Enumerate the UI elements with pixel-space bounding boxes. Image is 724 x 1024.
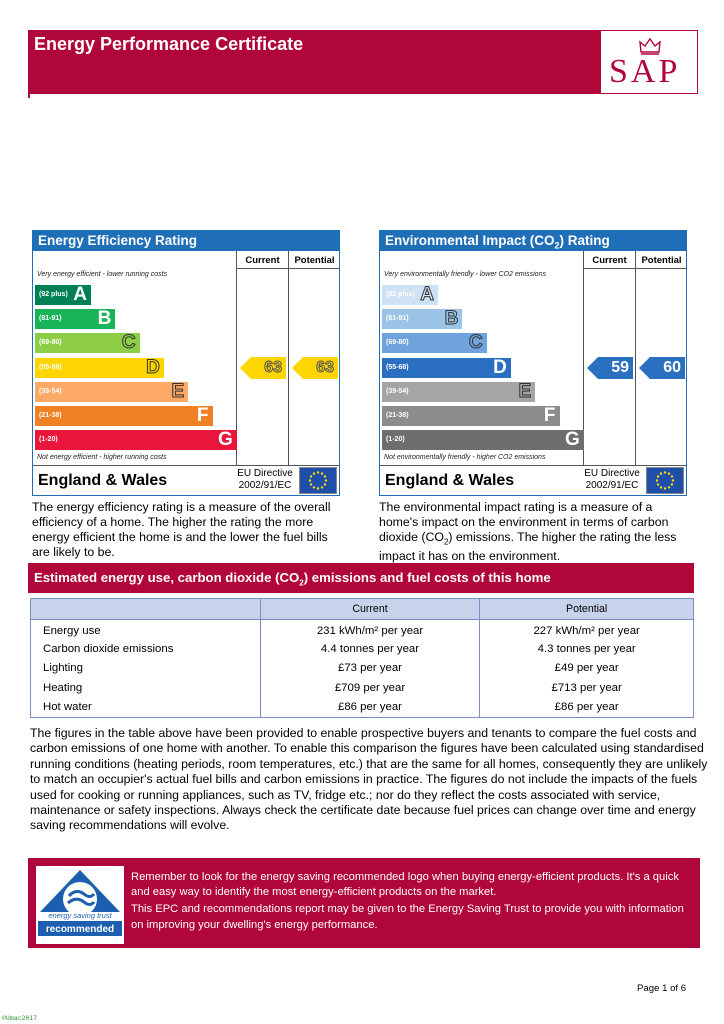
- band-letter: A: [420, 284, 434, 305]
- potential-rating-value: 60: [663, 358, 681, 376]
- row-potential: £86 per year: [480, 698, 694, 718]
- rating-band-c: [382, 333, 487, 353]
- environmental-impact-title: [380, 231, 686, 251]
- current-column-header: Current: [236, 251, 288, 269]
- eu-directive: [234, 468, 296, 492]
- table-row: [31, 659, 694, 679]
- row-potential: £713 per year: [480, 678, 694, 698]
- est-title-sub: 2: [299, 578, 304, 588]
- band-letter: C: [468, 332, 483, 354]
- estimated-energy-title: [28, 563, 694, 593]
- current-rating-arrow: [240, 357, 286, 379]
- efficiency-footer: [33, 465, 339, 495]
- eu-star: [671, 475, 673, 477]
- band-range: (21-38): [39, 412, 62, 419]
- potential-column-header: Potential: [288, 251, 340, 269]
- eu-star: [672, 479, 674, 481]
- table-header-potential: Potential: [480, 599, 694, 620]
- band-range: (55-68): [39, 363, 62, 371]
- rating-band-g: [382, 430, 584, 450]
- band-range: (21-38): [386, 412, 409, 419]
- eu-directive-line1: EU Directive: [237, 468, 293, 479]
- certificate-header: [28, 30, 698, 94]
- env-title-text: Environmental Impact (CO: [385, 233, 555, 248]
- eu-star: [310, 475, 312, 477]
- row-current: £86 per year: [260, 698, 480, 718]
- region-label: England & Wales: [385, 472, 515, 489]
- rating-band-f: [382, 406, 560, 426]
- energy-efficiency-title: Energy Efficiency Rating: [33, 231, 339, 251]
- table-row: [31, 698, 694, 718]
- eu-star: [310, 483, 312, 485]
- est-title-text-end: ) emissions and fuel costs of this home: [303, 570, 551, 585]
- current-rating-arrow: [587, 357, 633, 379]
- current-rating-value: 59: [611, 358, 629, 376]
- eu-star: [660, 486, 662, 488]
- band-letter: A: [73, 284, 87, 305]
- eu-star: [671, 483, 673, 485]
- eu-star: [660, 472, 662, 474]
- eu-star: [324, 475, 326, 477]
- table-header-row: [31, 599, 694, 620]
- rating-band-b: [382, 309, 462, 329]
- efficiency-note-top: Very energy efficient - lower running costs: [37, 271, 168, 278]
- est-title-text: Estimated energy use, carbon dioxide (CO: [34, 570, 300, 585]
- row-label: Hot water: [31, 698, 261, 718]
- table-row: [31, 620, 694, 640]
- eu-star: [313, 472, 315, 474]
- rating-band-e: [35, 382, 188, 402]
- env-desc-text: The environmental impact rating is a measure of a home's impact on the environment in terms of carbon dioxide (CO: [379, 500, 669, 544]
- band-letter: D: [493, 356, 507, 378]
- band-range: (81-91): [39, 315, 62, 323]
- table-row: [31, 639, 694, 659]
- band-letter: D: [146, 356, 160, 378]
- eu-star: [668, 472, 670, 474]
- band-letter: B: [444, 308, 459, 330]
- rating-band-d: [382, 358, 511, 378]
- eu-star: [321, 472, 323, 474]
- environmental-band-area: [380, 251, 583, 465]
- energy-saving-trust-box: [28, 858, 700, 948]
- eu-star: [324, 483, 326, 485]
- eu-star: [317, 471, 319, 473]
- row-current: 4.4 tonnes per year: [260, 639, 480, 659]
- row-label: Carbon dioxide emissions: [31, 639, 261, 659]
- header-notch: [28, 94, 30, 98]
- logo-ring-text: energy saving trust: [48, 911, 112, 920]
- band-letter: F: [196, 405, 209, 426]
- environmental-description: [379, 500, 691, 564]
- band-letter: G: [565, 429, 580, 451]
- sap-logo: [600, 30, 698, 94]
- rating-band-a: [35, 285, 91, 305]
- table-header-current: Current: [260, 599, 480, 620]
- band-range: (81-91): [386, 315, 409, 323]
- efficiency-band-area: [33, 251, 236, 465]
- eu-star: [325, 479, 327, 481]
- band-range: (92 plus): [39, 291, 68, 298]
- row-potential: £49 per year: [480, 659, 694, 679]
- row-label: Energy use: [31, 620, 261, 640]
- eu-star: [321, 486, 323, 488]
- band-letter: F: [543, 405, 556, 426]
- band-range: (39-54): [386, 387, 409, 395]
- rating-band-d: [35, 358, 164, 378]
- page-number: Page 1 of 6: [637, 983, 687, 994]
- row-label: Lighting: [31, 659, 261, 679]
- potential-rating-arrow: [639, 357, 685, 379]
- band-letter: C: [121, 332, 136, 354]
- page-title: Energy Performance Certificate: [34, 34, 304, 54]
- band-letter: E: [171, 380, 185, 402]
- band-range: (69-80): [386, 339, 409, 347]
- fuel-costs-footnote: The figures in the table above have been provided to enable prospective buyers and tenants to compare the fuel costs and carbon emissions of one home with another. To enable this comparison the figures have been calculated using standardised running conditions (heating periods, room temperatures, etc.) that are the same for all homes, consequently they are unlikely to match an occupier's actual fuel bills and carbon emissions in practice. The figures do not include the impacts of the fuels used for cooking or running appliances, such as TV, fridge etc.; nor do they reflect the costs associated with service, maintenance or safety inspections. Always check the certificate date because fuel prices can change over time and energy saving recommendations will evolve.: [30, 726, 708, 833]
- band-range: (39-54): [39, 387, 62, 395]
- row-current: 231 kWh/m² per year: [260, 620, 480, 640]
- band-range: (1-20): [39, 436, 58, 444]
- efficiency-note-bottom: Not energy efficient - higher running costs: [37, 454, 167, 461]
- table-row: [31, 678, 694, 698]
- eu-star: [657, 483, 659, 485]
- energy-saving-trust-text: [131, 870, 686, 933]
- eu-star: [664, 487, 666, 489]
- potential-column: [288, 269, 289, 465]
- row-current: £709 per year: [260, 678, 480, 698]
- rating-band-f: [35, 406, 213, 426]
- energy-efficiency-panel: [32, 230, 340, 496]
- potential-column: [635, 269, 636, 465]
- eu-star: [656, 479, 658, 481]
- estimated-energy-table: [30, 598, 694, 718]
- saving-trust-text-1: Remember to look for the energy saving recommended logo when buying energy-efficient products. It's a quick and easy way to identify the most energy-efficient products on the market.: [131, 871, 679, 899]
- eu-directive-line2: 2002/91/EC: [585, 480, 639, 491]
- table-header-blank: [31, 599, 261, 620]
- rating-band-a: [382, 285, 438, 305]
- current-column-header: Current: [583, 251, 635, 269]
- logo-badge-text: recommended: [45, 924, 115, 935]
- sap-logo-text: SAP: [609, 53, 681, 90]
- eu-star: [668, 486, 670, 488]
- copyright-stamp: ©Umac2017: [2, 1014, 38, 1022]
- potential-rating-value: 63: [316, 358, 334, 376]
- eu-star: [309, 479, 311, 481]
- eu-directive-line2: 2002/91/EC: [238, 480, 292, 491]
- env-title-text-end: ) Rating: [559, 233, 610, 248]
- efficiency-description: The energy efficiency rating is a measure of the overall efficiency of a home. The higher the rating the more energy efficient the home is and the lower the fuel bills are likely to be.: [32, 500, 331, 559]
- band-letter: G: [218, 429, 233, 451]
- eu-flag-icon: [299, 467, 337, 494]
- current-rating-value: 63: [264, 358, 282, 376]
- env-title-sub: 2: [554, 240, 560, 251]
- potential-rating-arrow: [292, 357, 338, 379]
- row-potential: 227 kWh/m² per year: [480, 620, 694, 640]
- saving-trust-text-2: This EPC and recommendations report may be given to the Energy Saving Trust to provide you with information on improving your dwelling's energy performance.: [131, 903, 684, 931]
- environmental-note-bottom: Not environmentally friendly - higher CO2 emissions: [384, 454, 546, 461]
- environmental-footer: [380, 465, 686, 495]
- eu-directive: [581, 468, 643, 492]
- potential-column-header: Potential: [635, 251, 687, 269]
- band-letter: B: [97, 308, 112, 330]
- eu-star: [657, 475, 659, 477]
- eu-star: [317, 487, 319, 489]
- eu-directive-line1: EU Directive: [584, 468, 640, 479]
- band-range: (1-20): [386, 436, 405, 444]
- band-range: (55-68): [386, 363, 409, 371]
- eu-star: [664, 471, 666, 473]
- rating-band-c: [35, 333, 140, 353]
- environmental-note-top: Very environmentally friendly - lower CO2 emissions: [384, 271, 546, 278]
- row-current: £73 per year: [260, 659, 480, 679]
- band-range: (92 plus): [386, 291, 415, 298]
- region-label: England & Wales: [38, 472, 168, 489]
- band-letter: E: [518, 380, 532, 402]
- eu-star: [313, 486, 315, 488]
- row-potential: 4.3 tonnes per year: [480, 639, 694, 659]
- row-label: Heating: [31, 678, 261, 698]
- eu-flag-icon: [646, 467, 684, 494]
- env-desc-sub: 2: [443, 537, 449, 547]
- rating-band-e: [382, 382, 535, 402]
- band-range: (69-80): [39, 339, 62, 347]
- environmental-impact-panel: [379, 230, 687, 496]
- energy-saving-trust-logo: [36, 866, 124, 944]
- rating-band-b: [35, 309, 115, 329]
- env-desc-text-end: ) emissions. The higher the rating the less impact it has on the environment.: [379, 530, 677, 564]
- rating-band-g: [35, 430, 237, 450]
